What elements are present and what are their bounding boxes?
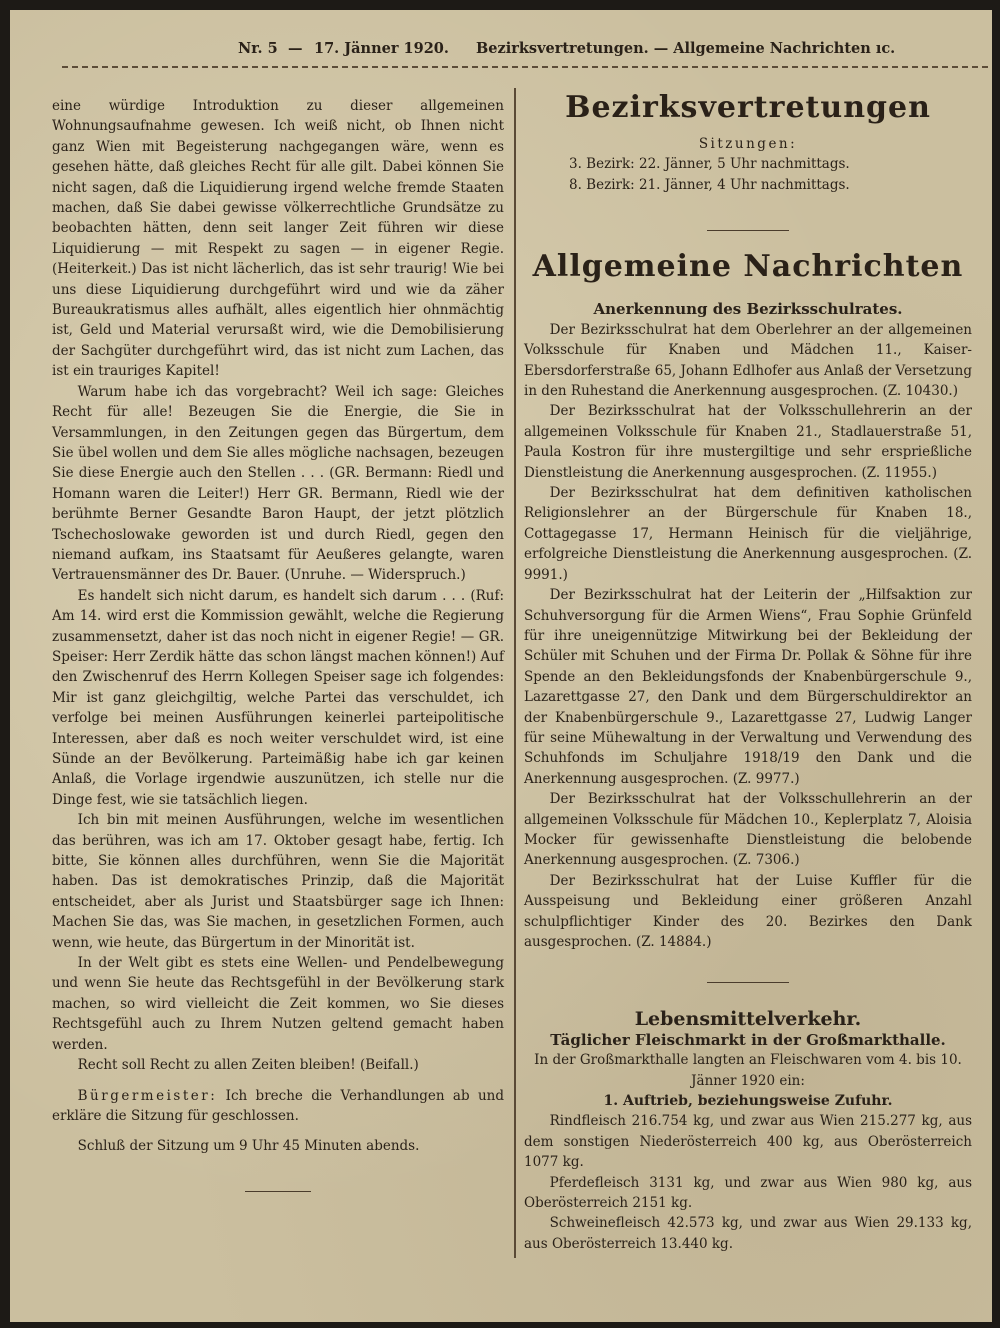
issue-date: 17. Jänner 1920.: [314, 40, 449, 57]
news-paragraph: Der Bezirksschulrat hat der Leiterin der „Hilfsaktion zur Schuhversorgung für die Armen Wiens“, Frau Sophie Grünfeld für ihre uneigennützige Mitwirkung bei der Bekleidung der Schüler mit Schuhen und der Firma Dr. Pollak & Söhne für ihre Spende an den Bekleidungsfonds der Knabenbürgerschule 9., Lazarettgasse 27, den Dank und dem Bürgerschuldirektor an der Knabenbürgerschule 9., Lazarettgasse 27, Ludwig Langer für seine Mühewaltung in der Verwaltung und Verwendung des Schuhfonds im Schuljahre 1918/19 den Dank und die Anerkennung ausgesprochen. (Z. 9977.): [524, 587, 972, 787]
subsection-heading: 1. Auftrieb, beziehungsweise Zufuhr.: [603, 1093, 893, 1110]
section-title-bezirksvertretungen: Bezirksvertretungen: [565, 90, 931, 125]
news-paragraph: Der Bezirksschulrat hat der Luise Kuffler für die Ausspeisung und Bekleidung einer größeren Anzahl schulpflichtiger Kinder des 20. Bezirkes den Dank ausgesprochen. (Z. 14884.): [524, 872, 972, 950]
sitzungen-label: Sitzungen:: [698, 136, 798, 152]
news-paragraph: Der Bezirksschulrat hat der Volksschullehrerin an der allgemeinen Volksschule für Mädchen 10., Keplerplatz 7, Aloisia Mocker für gewissenhafte Dienstleistung die belobende Anerkennung ausgesprochen. (Z. 7306.): [524, 791, 972, 869]
header-section-title: Bezirksvertretungen. — Allgemeine Nachrichten ıc.: [476, 40, 896, 57]
closing-text: Ich breche die Verhandlungen ab und erkläre die Sitzung für geschlossen.: [52, 1087, 505, 1124]
page-header: Nr. 5 — 17. Jänner 1920. Bezirksvertretungen. — Allgemeine Nachrichten ıc.: [238, 40, 896, 57]
end-rule: [245, 1191, 311, 1192]
intro-paragraph: In der Großmarkthalle langten an Fleischwaren vom 4. bis 10. Jänner 1920 ein:: [534, 1052, 962, 1089]
issue-number: Nr. 5: [238, 40, 278, 57]
newspaper-page: [10, 10, 992, 1322]
closing-speaker: Bürgermeister:: [77, 1087, 218, 1104]
left-column: [52, 96, 504, 1192]
paragraph: eine würdige Introduktion zu dieser allgemeinen Wohnungsaufnahme gewesen. Ich weiß nicht, ob Ihnen nicht ganz Wien mit Begeisterung nachgegangen wäre, wenn es gesehen hätte, daß gleiches Recht für alle gilt. Dabei können Sie nicht sagen, daß die Liquidierung irgend welche fremde Staaten machen, daß Sie dabei gewisse völkerrechtliche Grundsätze zu beobachten hätten, denn seit langer Zeit führen wir diese Liquidierung — mit Respekt zu sagen — in eigener Regie. (Heiterkeit.) Das ist nicht lächerlich, das ist sehr traurig! Wie bei uns diese Liquidierung durchgeführt wird und wie da zäher Bureaukratismus alles aufhält, alles eigentlich hier ohnmächtig ist, Geld und Material verursaßt wird, wie die Demobilisierung der Sachgüter durchgeführt wird, das ist nicht zum Lachen, das ist ein trauriges Kapitel!: [52, 98, 504, 380]
section-title-allgemeine-nachrichten: Allgemeine Nachrichten: [532, 249, 964, 285]
paragraph: Warum habe ich das vorgebracht? Weil ich sage: Gleiches Recht für alle! Bezeugen Sie die Energie, die Sie in Versammlungen, in den Zeitungen gegen das Bürgertum, dem Sie übel wollen und dem Sie alles mögliche nachsagen, bezeugen Sie diese Energie auch den Stellen . . . (GR. Bermann: Riedl und Homann waren die Leiter!) Herr GR. Bermann, Riedl wie der berühmte Berner Gesandte Baron Haupt, der jetzt plötzlich Tschechoslowake geworden ist und durch Riedl, gegen den niemand aufkam, ins Staatsamt für Aeußeres gelangte, waren Vertrauensmänner des Dr. Bauer. (Unruhe. — Widerspruch.): [52, 383, 504, 584]
section-title-lebensmittelverkehr: Lebensmittelverkehr.: [634, 1008, 862, 1031]
list-item: 3. Bezirk: 22. Jänner, 5 Uhr nachmittags.: [569, 156, 850, 173]
list-item: 8. Bezirk: 21. Jänner, 4 Uhr nachmittags.: [569, 177, 850, 194]
sitzungen-list: [524, 154, 972, 196]
closing-paragraph: [52, 1086, 504, 1127]
subsection-title: Anerkennung des Bezirksschulrates.: [593, 300, 903, 319]
news-paragraph: Der Bezirksschulrat hat der Volksschullehrerin an der allgemeinen Volksschule für Knaben 21., Stadlauerstraße 51, Paula Kostron für ihre mustergiltige und sehr ersprießliche Dienstleistung die Anerkennung ausgesprochen. (Z. 11955.): [524, 403, 972, 481]
right-column: [524, 90, 972, 1254]
market-item: Schweinefleisch 42.573 kg, und zwar aus Wien 29.133 kg, aus Oberösterreich 13.440 kg.: [524, 1215, 972, 1252]
news-paragraph: Der Bezirksschulrat hat dem definitiven katholischen Religionslehrer an der Bürgerschule für Knaben 18., Cottagegasse 17, Hermann Heinisch für die vieljährige, erfolgreiche Dienstleistung die Anerkennung ausgesprochen. (Z. 9991.): [524, 485, 972, 583]
paragraph: Ich bin mit meinen Ausführungen, welche im wesentlichen das berühren, was ich am 17. Oktober gesagt habe, fertig. Ich bitte, Sie können alles durchführen, wenn Sie die Majorität haben. Das ist demokratisches Prinzip, daß die Majorität entscheidet, aber als Jurist und Staatsbürger sage ich Ihnen: Machen Sie das, was Sie machen, in gesetzlichen Formen, auch wenn, wie heute, das Bürgertum in der Minorität ist.: [52, 812, 504, 951]
paragraph: In der Welt gibt es stets eine Wellen- und Pendelbewegung und wenn Sie heute das Rechtsgefühl in der Bevölkerung stark machen, so wird vielleicht die Zeit kommen, wo Sie dieses Rechtsgefühl auch zu Ihrem Nutzen geltend gemacht haben werden.: [52, 955, 504, 1053]
header-rule: [62, 66, 988, 68]
column-divider: [514, 88, 516, 1258]
market-item: Pferdefleisch 3131 kg, und zwar aus Wien 980 kg, aus Oberösterreich 2151 kg.: [524, 1174, 972, 1212]
paragraph: Es handelt sich nicht darum, es handelt sich darum . . . (Ruf: Am 14. wird erst die Kommission gewählt, welche die Regierung zusammensetzt, daher ist das noch nicht in eigener Regie! — GR. Speiser: Herr Zerdik hätte das schon längst machen können!) Auf den Zwischenruf des Herrn Kollegen Speiser sage ich folgendes: Mir ist ganz gleichgiltig, welche Partei das verschuldet, ich verfolge bei meinen Ausführungen keinerlei parteipolitische Interessen, aber daß es noch weiter verschuldet wird, ist eine Sünde an der Bevölkerung. Parteimäßig habe ich gar keinen Anlaß, die Vorlage irgendwie auszunützen, ich stelle nur die Dinge fest, wie sie tatsächlich liegen.: [52, 587, 504, 808]
session-end: Schluß der Sitzung um 9 Uhr 45 Minuten abends.: [77, 1138, 420, 1155]
market-item: Rindfleisch 216.754 kg, und zwar aus Wien 215.277 kg, aus dem sonstigen Niederösterreich 400 kg, aus Oberösterreich 1077 kg.: [524, 1113, 972, 1171]
news-paragraph: Der Bezirksschulrat hat dem Oberlehrer an der allgemeinen Volksschule für Knaben und Mädchen 11., Kaiser-Ebersdorferstraße 65, Johann Edlhofer aus Anlaß der Versetzung in den Ruhestand die Anerkennung ausgesprochen. (Z. 10430.): [524, 321, 972, 400]
paragraph: Recht soll Recht zu allen Zeiten bleiben! (Beifall.): [77, 1057, 419, 1074]
subsection-title: Täglicher Fleischmarkt in der Großmarkthalle.: [550, 1030, 946, 1049]
